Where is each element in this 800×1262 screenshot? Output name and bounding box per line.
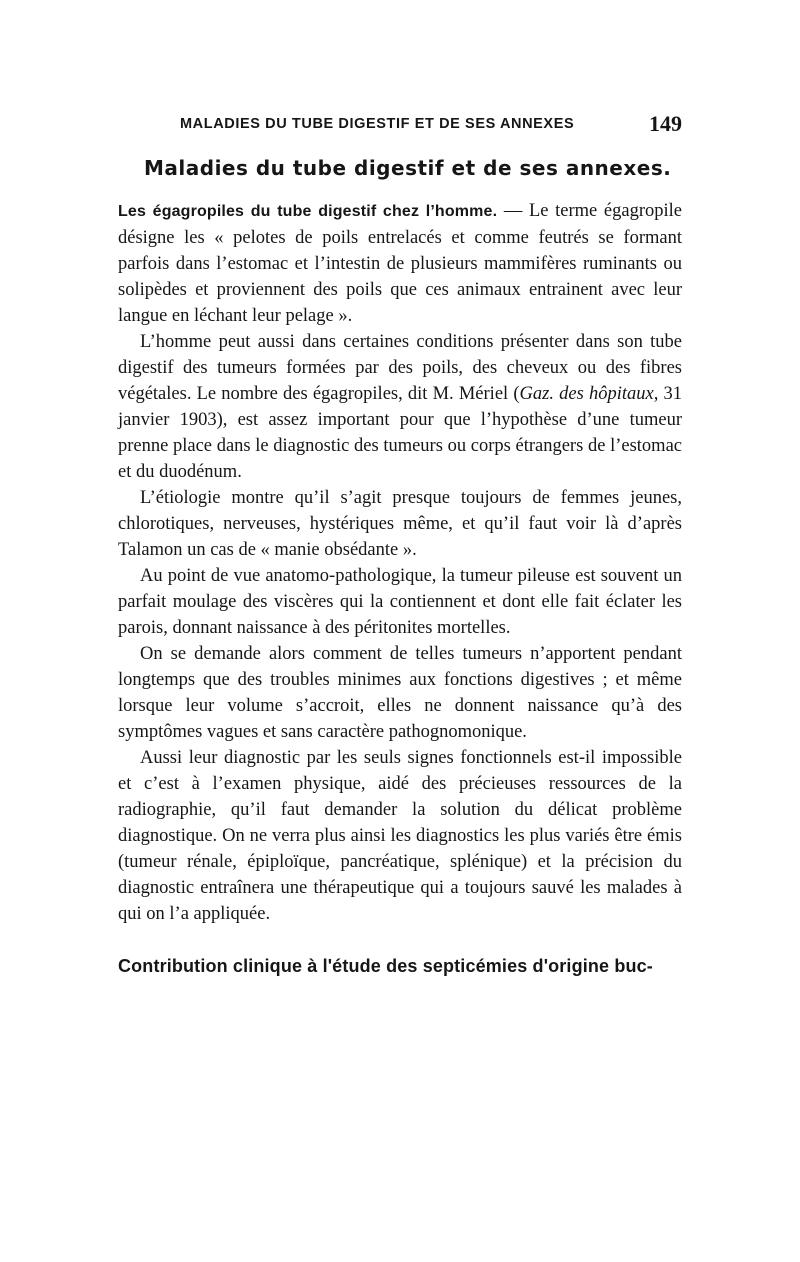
running-title: MALADIES DU TUBE DIGESTIF ET DE SES ANNEXES: [180, 116, 575, 132]
paragraph: L’étiologie montre qu’il s’agit presque toujours de femmes jeunes, chlorotiques, nerveuses, hystériques même, et qu’il faut voir là d’après Talamon un cas de « manie obsédante ».: [118, 488, 682, 560]
article-title: Les égagropiles du tube digestif chez l’homme.: [118, 203, 498, 220]
journal-citation: Gaz. des hôpitaux,: [519, 384, 659, 404]
book-page: [118, 100, 682, 977]
running-header: [118, 100, 682, 144]
article-intro-paragraph: [118, 198, 682, 329]
paragraph: Aussi leur diagnostic par les seuls signes fonctionnels est-il impossible et c’est à l’examen physique, aidé des précieuses ressources de la radiographie, qu’il faut demander la solution du délicat problème diagnostique. On ne verra plus ainsi les diagnostics les plus variés être émis (tumeur rénale, épiploïque, pancréatique, splénique) et la précision du diagnostic entraînera une thérapeutique qui a toujours sauvé les malades à qui on l’a appliquée.: [118, 748, 682, 924]
paragraph-text: 31 janvier 1903), est assez important pour que l’hypothèse d’une tumeur prenne place dans le diagnostic des tumeurs ou corps étrangers de l’estomac et du duodénum.: [118, 384, 683, 482]
page-number: 149: [649, 111, 682, 136]
intro-text: — Le terme égagropile désigne les « pelotes de poils entrelacés et comme feutrés se formant parfois dans l’estomac et l’intestin de plusieurs mammifères ruminants ou solipèdes et proviennent des poils que ces animaux entrainent avec leur langue en léchant leur pelage ».: [118, 201, 683, 326]
section-title: Maladies du tube digestif et de ses annexes.: [144, 156, 672, 180]
paragraph: On se demande alors comment de telles tumeurs n’apportent pendant longtemps que des troubles minimes aux fonctions digestives ; et même lorsque leur volume s’accroit, elles ne donnent naissance qu’à des symptômes vagues et sans caractère pathognomonique.: [118, 644, 682, 742]
next-article-heading: Contribution clinique à l'étude des septicémies d'origine buc-: [118, 956, 653, 976]
paragraph: Au point de vue anatomo-pathologique, la tumeur pileuse est souvent un parfait moulage des viscères qui la contiennent et dont elle fait éclater les parois, donnant naissance à des péritonites mortelles.: [118, 566, 682, 638]
paragraph-text: L’homme peut aussi dans certaines conditions présenter dans son tube digestif des tumeurs formées par des poils, des cheveux ou des fibres végétales. Le nombre des égagropiles, dit M. Mériel (: [118, 332, 682, 404]
article-body: [118, 198, 682, 927]
paragraph: [118, 329, 682, 485]
